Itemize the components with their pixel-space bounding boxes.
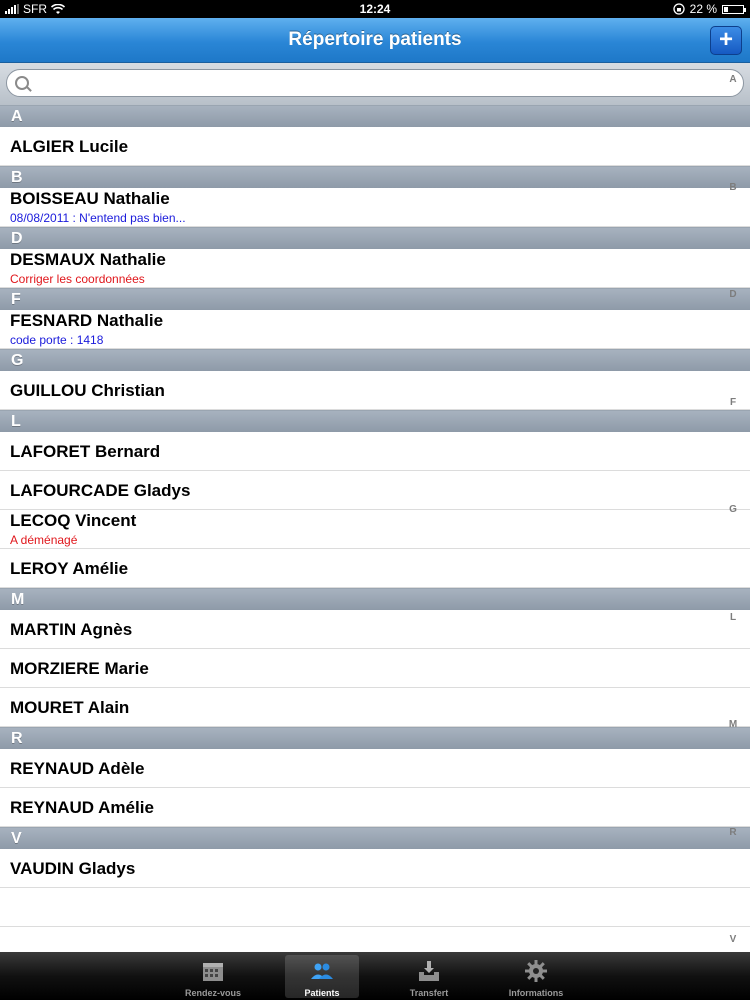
section-header-b: B [0,166,750,188]
tab-transfert[interactable] [392,955,466,998]
navigation-bar [0,18,750,63]
patient-note: A déménagé [10,533,78,547]
tab-informations[interactable] [499,955,573,998]
patient-name: GUILLOU Christian [10,381,165,400]
empty-row [0,927,750,952]
patient-row[interactable] [0,549,750,588]
tab-label: Rendez-vous [184,988,241,998]
patient-row[interactable] [0,310,750,349]
patient-row[interactable] [0,188,750,227]
add-patient-button[interactable]: + [710,26,742,55]
index-letter-m[interactable]: M [728,719,738,730]
patient-name: LAFOURCADE Gladys [10,481,191,500]
patient-name: LAFORET Bernard [10,442,161,461]
patient-row[interactable] [0,510,750,549]
tab-label: Informations [508,988,564,998]
patient-name: MARTIN Agnès [10,620,133,639]
tab-rendez-vous[interactable] [176,955,250,998]
tab-label: Transfert [409,988,449,998]
patient-name: MORZIERE Marie [10,659,149,678]
patient-note: Corriger les coordonnées [10,272,145,286]
section-header-a: A [0,105,750,127]
alphabet-index[interactable] [726,70,740,950]
patient-row[interactable] [0,849,750,888]
status-bar [0,0,750,18]
patients-icon [310,959,334,983]
transfer-icon [417,959,441,983]
index-letter-l[interactable]: L [729,611,737,623]
tab-patients[interactable] [285,955,359,998]
patient-row[interactable] [0,127,750,166]
index-letter-a[interactable]: A [729,74,737,85]
index-letter-b[interactable]: B [729,181,737,193]
empty-row [0,888,750,927]
section-header-r: R [0,727,750,749]
page-title: Répertoire patients [288,29,462,50]
carrier-label: SFR [23,2,47,16]
patient-name: REYNAUD Adèle [10,759,145,778]
tab-bar [0,952,750,1000]
patient-name: REYNAUD Amélie [10,798,154,817]
patient-row[interactable] [0,249,750,288]
index-letter-r[interactable]: R [729,826,737,838]
section-header-f: F [0,288,750,310]
calendar-icon [201,959,225,983]
patient-row[interactable] [0,749,750,788]
patient-row[interactable] [0,371,750,410]
patient-name: ALGIER Lucile [10,137,129,156]
tab-label: Patients [304,988,340,998]
search-input[interactable] [35,73,719,95]
index-letter-d[interactable]: D [729,289,737,300]
patient-name: MOURET Alain [10,698,130,717]
index-letter-v[interactable]: V [729,934,737,945]
patient-row[interactable] [0,432,750,471]
patient-note: 08/08/2011 : N'entend pas bien... [10,211,186,225]
battery-label: 22 % [689,2,717,16]
section-header-v: V [0,827,750,849]
status-time: 12:24 [359,2,391,16]
section-header-d: D [0,227,750,249]
search-icon [15,76,29,90]
patient-row[interactable] [0,788,750,827]
section-header-m: M [0,588,750,610]
status-right [673,2,744,16]
patient-name: VAUDIN Gladys [10,859,136,878]
patient-list[interactable] [0,105,750,952]
patient-name: BOISSEAU Nathalie [10,189,170,208]
gear-icon [524,959,548,983]
index-letter-g[interactable]: G [729,504,737,515]
rotation-lock-icon [673,3,685,15]
search-field[interactable] [6,69,744,97]
patient-row[interactable] [0,610,750,649]
section-header-g: G [0,349,750,371]
patient-row[interactable] [0,649,750,688]
battery-icon [722,5,744,14]
battery-fill [724,7,728,12]
patient-row[interactable] [0,471,750,510]
patient-name: LEROY Amélie [10,559,129,578]
patient-name: FESNARD Nathalie [10,311,164,330]
search-bar [0,63,750,105]
patient-name: LECOQ Vincent [10,511,137,530]
index-letter-f[interactable]: F [729,396,737,408]
patient-name: DESMAUX Nathalie [10,250,166,269]
patient-note: code porte : 1418 [10,333,104,347]
section-header-l: L [0,410,750,432]
patient-row[interactable] [0,688,750,727]
